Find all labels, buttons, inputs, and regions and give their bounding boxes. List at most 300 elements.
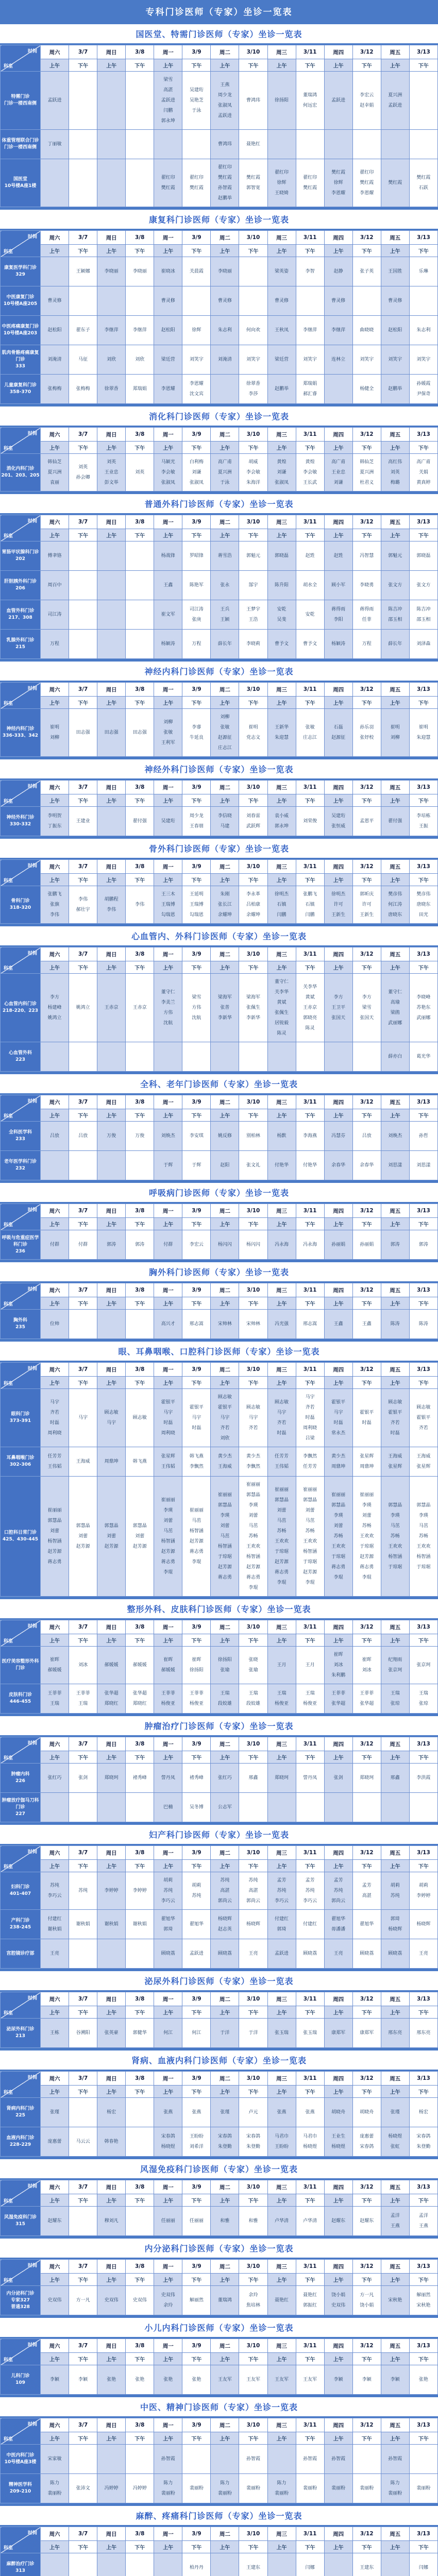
section-title: 肿瘤治疗门诊医师（专家）坐诊一览表 xyxy=(0,1716,438,1735)
doctor-name: 陈艳军 xyxy=(183,580,210,590)
day-date-cell: 3/9 xyxy=(182,947,211,961)
doctor-name: 陈力 xyxy=(155,2478,181,2488)
corner-time-label: 时间 xyxy=(28,950,37,956)
day-date-cell: 3/12 xyxy=(352,2260,381,2274)
doctor-name: 时磊 xyxy=(382,1428,409,1438)
schedule-cell xyxy=(154,1647,182,1684)
doctor-name: 蒋志勇 xyxy=(268,1567,295,1578)
doctor-name: 李巧云 xyxy=(297,1896,324,1906)
doctor-name: 丁丽敏 xyxy=(41,139,68,149)
doctor-name: 李瑛 xyxy=(353,1500,380,1511)
doctor-name: 吴冬博 xyxy=(183,1802,210,1812)
schedule-cell xyxy=(324,2286,352,2315)
doctor-name: 李巧云 xyxy=(155,1896,181,1906)
schedule-cell xyxy=(267,2474,296,2503)
schedule-cell xyxy=(296,316,324,345)
day-name-cell: 周三 xyxy=(267,2339,296,2353)
doctor-name: 杨俊亚 xyxy=(297,1699,324,1709)
dept-cell xyxy=(1,886,41,924)
schedule-cell xyxy=(41,1910,69,1939)
doctor-name: 李琨 xyxy=(155,1567,181,1578)
schedule-cell xyxy=(267,2445,296,2474)
day-date-cell: 3/11 xyxy=(296,515,324,529)
doctor-name: 曹鸿玮 xyxy=(211,139,238,149)
doctor-name: 杨俊亚 xyxy=(155,1699,181,1709)
schedule-cell xyxy=(97,541,126,571)
pm-label-cell: 下午 xyxy=(69,794,97,807)
schedule-section xyxy=(0,1262,438,1339)
doctor-name: 杨颖涛 xyxy=(155,639,181,649)
pm-label-cell: 下午 xyxy=(126,2274,154,2286)
doctor-name: 赵芳源 xyxy=(268,1557,295,1567)
schedule-cell xyxy=(154,1310,182,1339)
schedule-cell xyxy=(267,1389,296,1447)
schedule-cell xyxy=(41,541,69,571)
doctor-name: 杨俊亚 xyxy=(183,1699,210,1709)
doctor-name: 吴艳芝 xyxy=(183,95,210,106)
corner-dept-label: 科室 xyxy=(4,2277,13,2283)
schedule-cell xyxy=(97,72,126,130)
schedule-cell xyxy=(381,600,409,630)
doctor-name: 王延明 xyxy=(183,889,210,900)
schedule-cell xyxy=(352,2286,381,2315)
pm-label-cell: 下午 xyxy=(239,2353,267,2365)
doctor-name: 张敏 xyxy=(211,722,238,733)
schedule-cell xyxy=(211,1042,239,1072)
doctor-name: 高广甫 xyxy=(211,457,238,467)
schedule-cell xyxy=(267,1872,296,1910)
schedule-cell xyxy=(239,1793,267,1822)
am-label-cell: 上午 xyxy=(381,59,409,72)
pm-label-cell: 下午 xyxy=(126,961,154,974)
schedule-cell xyxy=(267,454,296,492)
day-date-cell: 3/12 xyxy=(352,1283,381,1297)
dept-label: 中医内科门诊 xyxy=(1,2452,40,2459)
day-name-cell: 周日 xyxy=(97,1095,126,1109)
schedule-cell xyxy=(239,1447,267,1477)
doctor-name: 赵松阳 xyxy=(41,325,68,335)
doctor-name: 李睿 xyxy=(183,722,210,733)
doctor-name: 李安琪 xyxy=(183,1131,210,1141)
schedule-cell xyxy=(211,375,239,404)
doctor-name: 李婷婷 xyxy=(98,1886,125,1896)
am-label-cell: 上午 xyxy=(267,794,296,807)
dept-label: 体重管理联合门诊 xyxy=(1,138,40,144)
doctor-name: 王欢欢 xyxy=(268,1536,295,1547)
corner-cell xyxy=(1,860,41,886)
schedule-cell xyxy=(381,2365,409,2395)
schedule-cell xyxy=(409,1151,437,1180)
schedule-cell xyxy=(154,1684,182,1714)
doctor-name: 唐晓东 xyxy=(410,900,437,910)
am-label-cell: 上午 xyxy=(97,2194,126,2207)
schedule-cell xyxy=(381,2445,409,2474)
doctor-name: 蒋志勇 xyxy=(211,1572,238,1583)
am-label-cell: 上午 xyxy=(381,1751,409,1764)
schedule-cell xyxy=(69,1910,97,1939)
schedule-cell xyxy=(239,2207,267,2236)
schedule-table xyxy=(0,1095,438,1180)
schedule-cell xyxy=(41,454,69,492)
doctor-name: 赵鹏举 xyxy=(268,384,295,394)
day-date-cell: 3/8 xyxy=(126,231,154,245)
doctor-name: 邵玉相 xyxy=(382,615,409,625)
day-date-cell: 3/7 xyxy=(69,947,97,961)
schedule-cell xyxy=(381,1910,409,1939)
pm-label-cell: 下午 xyxy=(352,1751,381,1764)
doctor-name: 王鑫 xyxy=(325,1319,352,1329)
schedule-cell xyxy=(352,1122,381,1151)
doctor-name: 王业忠 xyxy=(325,467,352,478)
pm-label-cell: 下午 xyxy=(182,1860,211,1872)
schedule-cell xyxy=(409,1310,437,1339)
doctor-name: 杨闪闪 xyxy=(211,1240,238,1250)
schedule-cell xyxy=(352,130,381,159)
day-name-cell: 周三 xyxy=(267,1363,296,1377)
schedule-cell xyxy=(296,1910,324,1939)
doctor-name: 樊红霞 xyxy=(353,178,380,188)
day-date-cell: 3/11 xyxy=(296,1846,324,1860)
schedule-cell xyxy=(154,2474,182,2503)
schedule-cell xyxy=(211,709,239,757)
schedule-table xyxy=(0,2418,438,2503)
day-date-cell: 3/10 xyxy=(239,1283,267,1297)
doctor-name: 黄少杰 xyxy=(240,1451,266,1462)
doctor-name: 崔丽丽 xyxy=(183,1505,210,1516)
pm-label-cell: 下午 xyxy=(182,442,211,454)
doctor-name: 徐明杰 xyxy=(325,889,352,900)
doctor-name: 杨晓煜 xyxy=(155,2142,181,2152)
pm-label-cell: 下午 xyxy=(409,2432,437,2445)
day-name-cell: 周五 xyxy=(381,1283,409,1297)
am-label-cell: 上午 xyxy=(154,1109,182,1122)
day-date-cell: 3/7 xyxy=(69,1204,97,1218)
section-title: 神经外科门诊医师（专家）坐诊一览表 xyxy=(0,759,438,778)
day-name-cell: 周日 xyxy=(97,515,126,529)
pm-label-cell: 下午 xyxy=(69,245,97,257)
day-name-cell: 周六 xyxy=(41,781,69,794)
schedule-row xyxy=(1,886,438,924)
doctor-name: 王瑞 xyxy=(211,1688,238,1699)
schedule-cell xyxy=(296,2553,324,2576)
pm-label-cell: 下午 xyxy=(239,442,267,454)
doctor-name: 李婷婷 xyxy=(410,1891,437,1901)
dept-label: 329 xyxy=(1,272,40,278)
doctor-name: 李智 xyxy=(297,266,324,277)
dept-cell xyxy=(1,1477,41,1597)
doctor-name: 孟跃进 xyxy=(183,1948,210,1959)
doctor-name: 张国天 xyxy=(325,1013,352,1023)
pm-label-cell: 下午 xyxy=(182,2086,211,2098)
doctor-name: 蒋得雨 xyxy=(325,604,352,615)
schedule-cell xyxy=(296,1793,324,1822)
schedule-cell xyxy=(41,2365,69,2395)
dept-label: 门诊一楼西南侧 xyxy=(1,144,40,151)
doctor-name: 薛长年 xyxy=(382,639,409,649)
schedule-cell xyxy=(352,600,381,630)
doctor-name: 朱迎慧 xyxy=(410,733,437,743)
am-label-cell: 上午 xyxy=(154,697,182,709)
doctor-name: 裴丽粉 xyxy=(410,2483,437,2494)
pm-label-cell: 下午 xyxy=(409,529,437,541)
doctor-name: 宋春鸽 xyxy=(353,2142,380,2152)
doctor-name: 高兴才 xyxy=(155,1319,181,1329)
doctor-name: 安乾 xyxy=(297,609,324,620)
doctor-name: 裴丽粉 xyxy=(41,2488,68,2499)
dept-cell xyxy=(1,1230,41,1260)
doctor-name: 王欢欢 xyxy=(353,1531,380,1541)
doctor-name: 杨晓煜 xyxy=(325,2142,352,2152)
pm-label-cell: 下午 xyxy=(239,2541,267,2553)
schedule-cell xyxy=(211,72,239,130)
doctor-name: 裴丽粉 xyxy=(211,2488,238,2499)
corner-time-label: 时间 xyxy=(28,47,37,54)
dept-label: 麻醉治疗门诊 xyxy=(1,2561,40,2568)
schedule-cell xyxy=(239,1910,267,1939)
am-label-cell: 上午 xyxy=(324,961,352,974)
doctor-name: 李莎 xyxy=(240,389,266,399)
am-label-cell: 上午 xyxy=(97,874,126,886)
doctor-name: 赵幸娟 xyxy=(353,100,380,111)
doctor-name: 马宇 xyxy=(268,1408,295,1418)
day-date-cell: 3/13 xyxy=(409,231,437,245)
doctor-name: 樊红霞 xyxy=(155,183,181,193)
am-label-cell: 上午 xyxy=(97,442,126,454)
day-date-cell: 3/9 xyxy=(182,1204,211,1218)
day-name-cell: 周三 xyxy=(267,1620,296,1634)
am-label-cell: 上午 xyxy=(211,2541,239,2553)
day-date-cell: 3/13 xyxy=(409,1992,437,2006)
schedule-cell xyxy=(239,1872,267,1910)
day-name-cell: 周五 xyxy=(381,2180,409,2194)
dept-label: 315 xyxy=(1,2221,40,2228)
doctor-name: 胡莉 xyxy=(410,1880,437,1891)
day-name-cell: 周六 xyxy=(41,515,69,529)
schedule-cell xyxy=(154,72,182,130)
doctor-name: 李颖 xyxy=(353,2375,380,2385)
doctor-name: 傅聿铬 xyxy=(41,551,68,561)
pm-label-cell: 下午 xyxy=(352,529,381,541)
dept-label: 眼科门诊 xyxy=(1,1411,40,1418)
doctor-name: 方一凡 xyxy=(70,2295,96,2306)
schedule-cell xyxy=(126,2098,154,2127)
doctor-name: 王瑞 xyxy=(240,1688,266,1699)
schedule-cell xyxy=(69,130,97,159)
pm-label-cell: 下午 xyxy=(239,2006,267,2019)
doctor-name: 赵源征 xyxy=(325,733,352,743)
day-date-cell: 3/8 xyxy=(126,1283,154,1297)
corner-dept-label: 科室 xyxy=(4,1221,13,1228)
doctor-name: 宋秋艳 xyxy=(410,2300,437,2311)
day-name-cell: 周二 xyxy=(211,781,239,794)
doctor-name: 陈涛 xyxy=(410,1319,437,1329)
am-label-cell: 上午 xyxy=(154,2006,182,2019)
pm-label-cell: 下午 xyxy=(409,442,437,454)
doctor-name: 别柏林 xyxy=(240,1131,266,1141)
dept-label: 206 xyxy=(1,585,40,592)
doctor-name: 郭尚云 xyxy=(325,1896,352,1906)
doctor-name: 于泳 xyxy=(211,478,238,488)
schedule-cell xyxy=(296,2365,324,2395)
schedule-cell xyxy=(324,1647,352,1684)
schedule-cell xyxy=(296,1389,324,1447)
doctor-name: 孟洋 xyxy=(382,2211,409,2221)
schedule-cell xyxy=(97,571,126,600)
doctor-name: 李琨 xyxy=(240,1583,266,1593)
schedule-cell xyxy=(409,1447,437,1477)
doctor-name: 付建红 xyxy=(297,1919,324,1929)
doctor-name: 朱刚 xyxy=(211,889,238,900)
doctor-name: 卢华清 xyxy=(268,2216,295,2226)
schedule-cell xyxy=(352,159,381,207)
day-date-cell: 3/8 xyxy=(126,1737,154,1751)
schedule-cell xyxy=(97,2553,126,2576)
doctor-name: 黄煌 xyxy=(297,457,324,467)
schedule-cell xyxy=(69,1939,97,1969)
schedule-cell xyxy=(154,1151,182,1180)
doctor-name: 刘柳 xyxy=(41,733,68,743)
schedule-cell xyxy=(126,454,154,492)
doctor-name: 许可 xyxy=(353,900,380,910)
day-date-cell: 3/10 xyxy=(239,2180,267,2194)
doctor-name: 翟红印 xyxy=(353,167,380,178)
am-label-cell: 上午 xyxy=(211,874,239,886)
section-title: 泌尿外科门诊医师（专家）坐诊一览表 xyxy=(0,1971,438,1990)
doctor-name: 孟芳 xyxy=(297,1875,324,1886)
schedule-cell xyxy=(154,974,182,1042)
day-name-cell: 周六 xyxy=(41,1846,69,1860)
doctor-name: 王瑞博 xyxy=(183,900,210,910)
doctor-name: 武丽娜 xyxy=(410,1013,437,1023)
corner-cell xyxy=(1,947,41,974)
day-date-cell: 3/9 xyxy=(182,1283,211,1297)
schedule-cell xyxy=(69,974,97,1042)
schedule-cell xyxy=(41,1939,69,1969)
schedule-cell xyxy=(324,807,352,836)
schedule-cell xyxy=(352,345,381,375)
day-date-cell: 3/7 xyxy=(69,2072,97,2086)
pm-label-cell: 下午 xyxy=(239,529,267,541)
day-name-cell: 周日 xyxy=(97,947,126,961)
day-date-cell: 3/7 xyxy=(69,45,97,59)
doctor-name: 高瑜 xyxy=(382,997,409,1008)
day-date-cell: 3/8 xyxy=(126,2072,154,2086)
schedule-cell xyxy=(324,2365,352,2395)
doctor-name: 刘蕾 xyxy=(325,1521,352,1531)
schedule-cell xyxy=(352,2019,381,2048)
doctor-name: 李巧云 xyxy=(268,1896,295,1906)
doctor-name: 郭琦 xyxy=(382,1914,409,1924)
am-label-cell: 上午 xyxy=(41,442,69,454)
pm-label-cell: 下午 xyxy=(352,245,381,257)
doctor-name: 赵芳源 xyxy=(70,1541,96,1552)
day-name-cell: 周一 xyxy=(154,2180,182,2194)
schedule-cell xyxy=(324,2207,352,2236)
doctor-name: 张红巧 xyxy=(211,1773,238,1783)
doctor-name: 方伟 xyxy=(155,1008,181,1018)
schedule-section xyxy=(0,839,438,924)
schedule-cell xyxy=(97,2127,126,2157)
schedule-row xyxy=(1,2365,438,2395)
doctor-name: 裴丽粉 xyxy=(382,2488,409,2499)
schedule-cell xyxy=(296,1310,324,1339)
schedule-cell xyxy=(324,2553,352,2576)
day-name-cell: 周日 xyxy=(97,2339,126,2353)
doctor-name: 王欢欢 xyxy=(382,1541,409,1552)
doctor-name: 何向欢 xyxy=(240,325,266,335)
doctor-name: 李飘然 xyxy=(183,1462,210,1472)
schedule-cell xyxy=(267,1447,296,1477)
schedule-cell xyxy=(324,1684,352,1714)
day-name-cell: 周四 xyxy=(324,231,352,245)
am-label-cell: 上午 xyxy=(211,529,239,541)
schedule-cell xyxy=(154,1793,182,1822)
doctor-name: 冯永海 xyxy=(268,1240,295,1250)
doctor-name: 崔明 xyxy=(382,722,409,733)
doctor-name: 任芳芳 xyxy=(297,1462,324,1472)
dept-cell xyxy=(1,807,41,836)
schedule-cell xyxy=(267,316,296,345)
am-label-cell: 上午 xyxy=(154,1218,182,1230)
pm-label-cell: 下午 xyxy=(239,1860,267,1872)
schedule-cell xyxy=(239,1389,267,1447)
doctor-name: 时磊 xyxy=(353,1418,380,1428)
dept-label: 10号楼A座205 xyxy=(1,301,40,308)
doctor-name: 齐若 xyxy=(410,1423,437,1433)
am-label-cell: 上午 xyxy=(267,1297,296,1310)
doctor-name: 顾志敏 xyxy=(268,1397,295,1408)
day-name-cell: 周一 xyxy=(154,2260,182,2274)
schedule-cell xyxy=(211,2445,239,2474)
doctor-name: 马颖光 xyxy=(155,457,181,467)
dept-cell xyxy=(1,316,41,345)
am-label-cell: 上午 xyxy=(41,2086,69,2098)
doctor-name: 朱志利 xyxy=(211,325,238,335)
doctor-name: 王燕 xyxy=(211,80,238,90)
schedule-cell xyxy=(126,1447,154,1477)
schedule-cell xyxy=(239,2098,267,2127)
doctor-name: 高广甫 xyxy=(410,457,437,467)
schedule-cell xyxy=(352,1910,381,1939)
doctor-name: 李永革 xyxy=(240,889,266,900)
am-label-cell: 上午 xyxy=(267,1860,296,1872)
schedule-cell xyxy=(352,2127,381,2157)
schedule-cell xyxy=(154,2127,182,2157)
schedule-row xyxy=(1,1939,438,1969)
schedule-cell xyxy=(154,345,182,375)
doctor-name: 刘英 xyxy=(126,467,153,478)
dept-label: 肾病内科门诊 xyxy=(1,2106,40,2112)
doctor-name: 黄煌 xyxy=(268,457,295,467)
doctor-name: 王浩 xyxy=(240,615,266,625)
doctor-name: 万俊 xyxy=(98,1131,125,1141)
schedule-cell xyxy=(267,2098,296,2127)
doctor-name: 韩仙芝 xyxy=(41,457,68,467)
day-name-cell: 周日 xyxy=(97,1846,126,1860)
schedule-row xyxy=(1,1151,438,1180)
day-date-cell: 3/11 xyxy=(296,1992,324,2006)
schedule-row xyxy=(1,630,438,659)
doctor-name: 郭慧晶 xyxy=(126,1521,153,1531)
schedule-cell xyxy=(267,2207,296,2236)
doctor-name: 王新华 xyxy=(268,722,295,733)
doctor-name: 刘英 xyxy=(70,462,96,472)
schedule-cell xyxy=(267,1151,296,1180)
pm-label-cell: 下午 xyxy=(352,1218,381,1230)
schedule-cell xyxy=(296,72,324,130)
doctor-name: 张琼 xyxy=(382,1699,409,1709)
day-name-cell: 周四 xyxy=(324,1846,352,1860)
